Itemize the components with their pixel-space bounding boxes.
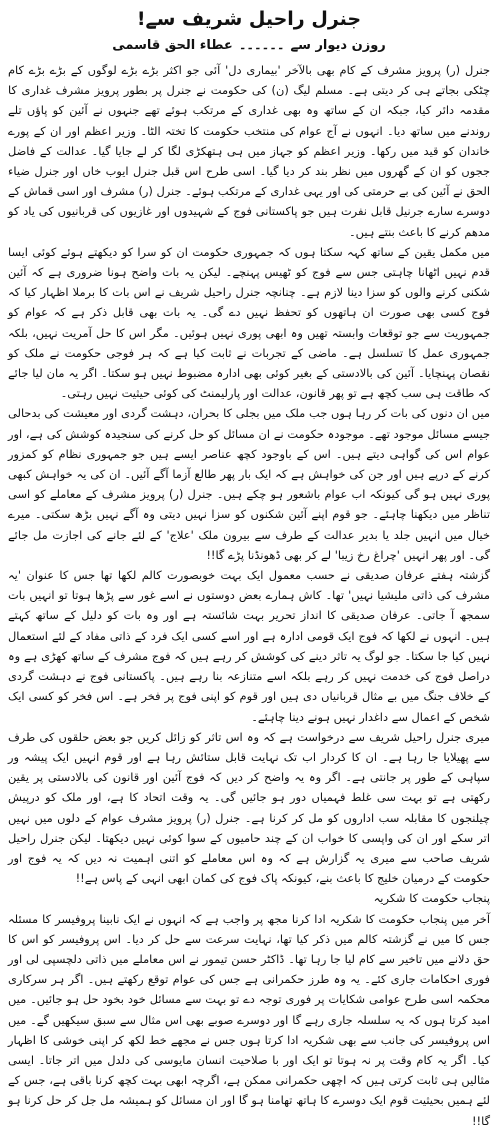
paragraph: میری جنرل راحیل شریف سے درخواست ہے کہ وہ اس تاثر کو زائل کریں جو بعض حلقوں کی طرف سے پھیلایا جا رہا ہے۔ ان کا کردار اب تک نہایت قابل ستائش رہا ہے اور قوم انہیں ایک پیشہ ور سپاہی کے طور پر جانتی ہے۔ اگر وہ یہ واضح کر دیں کہ فوج آئین اور قانون کی بالادستی پر یقین رکھتی ہے تو بہت سی غلط فہمیاں دور ہو جائیں گی۔ یہ وقت اتحاد کا ہے، اور ملک کو درپیش چیلنجوں کا مقابلہ سب اداروں کو مل کر کرنا ہے۔ جنرل (ر) پرویز مشرف عوام کے دلوں میں نہیں اتر سکے اور ان کی واپسی کا خواب ان کے چند حامیوں کے سوا کوئی نہیں دیکھتا۔ لیکن جنرل راحیل شریف صاحب سے میری یہ گزارش ہے کہ وہ اس معاملے کو اتنی اہمیت نہ دیں کہ یہ فوج اور حکومت کے درمیان خلیج کا باعث بنے، کیونکہ پاک فوج کی کمان ابھی انہی کے پاس ہے!! xyxy=(8,729,490,886)
paragraph: گزشتہ ہفتے عرفان صدیقی نے حسب معمول ایک بہت خوبصورت کالم لکھا تھا جس کا عنوان 'یہ مشرف کی ذاتی ملیشیا نہیں' تھا۔ کاش ہمارے بعض دوستوں نے اسے غور سے پڑھا ہوتا تو انہیں بات سمجھ آ جاتی۔ عرفان صدیقی کا انداز تحریر بہت شائستہ ہے اور وہ بات کو دلیل کے ساتھ کہتے ہیں۔ انہوں نے لکھا کہ فوج ایک قومی ادارہ ہے اور اسے کسی ایک فرد کے ذاتی مفاد کے لئے استعمال نہیں کیا جا سکتا۔ جو لوگ یہ تاثر دینے کی کوشش کر رہے ہیں کہ فوج مشرف کے ساتھ کھڑی ہے وہ دراصل فوج کی خدمت نہیں کر رہے بلکہ اسے متنازعہ بنا رہے ہیں۔ پاکستانی فوج نے دہشت گردی کے خلاف جنگ میں بے مثال قربانیاں دی ہیں اور قوم کو اپنی فوج پر فخر ہے۔ اس فخر کو کسی ایک شخص کے اعمال سے داغدار نہیں ہونے دینا چاہئے۔ xyxy=(8,568,490,724)
article-body xyxy=(8,60,490,1131)
paragraph: میں مکمل یقین کے ساتھ کہہ سکتا ہوں کہ جمہوری حکومت ان کو سرا کو دیکھتے ہوئے کوئی ایسا قدم نہیں اٹھانا چاہتی جس سے فوج کو ٹھیس پہنچے۔ لیکن یہ بات واضح ہونا ضروری ہے کہ آئین شکنی کرنے والوں کو سزا دینا لازم ہے۔ چنانچہ جنرل راحیل شریف نے اس بات کا برملا اظہار کیا کہ فوج کسی بھی صورت ان ہاتھوں کو تحفظ نہیں دے گی۔ یہ بات بھی قابل ذکر ہے کہ عوام کو جمہوریت سے جو توقعات وابستہ تھیں وہ ابھی پوری نہیں ہوئیں۔ مگر اس کا حل آمریت نہیں، بلکہ جمہوری عمل کا تسلسل ہے۔ ماضی کے تجربات نے ثابت کیا ہے کہ ہر فوجی حکومت نے ملک کو نقصان پہنچایا۔ آئین کی بالادستی کے بغیر کوئی بھی ادارہ مضبوط نہیں ہو سکتا۔ اگر یہ مان لیا جائے کہ طاقت ہی سب کچھ ہے تو پھر قانون، عدالت اور پارلیمنٹ کی کوئی حیثیت نہیں رہتی۔ xyxy=(8,244,490,401)
section-heading: پنجاب حکومت کا شکریہ xyxy=(373,891,490,906)
byline xyxy=(8,36,490,56)
author-name: عطاء الحق قاسمی xyxy=(112,38,233,53)
paragraph: جنرل (ر) پرویز مشرف کے کام بھی بالآخر 'بیماری دل' آئی جو اکثر بڑے بڑے لوگوں کے بڑے بڑے کام چٹکی بجاتے ہی کر دیتی ہے۔ مسلم لیگ (ن) کی حکومت نے جنرل پر بطور پرویز مشرف غداری کا مقدمہ دائر کیا، جبکہ ان کے ساتھ وہ بھی غداری کے مرتکب ہوئے تھے جنہوں نے آئین کو پاؤں تلے روندنے میں ساتھ دیا۔ انہوں نے آج عوام کی منتخب حکومت کا تختہ الٹا۔ وزیر اعظم اور ان کے پورے خاندان کو قید میں رکھا۔ وزیر اعظم کو جہاز میں ہی ہتھکڑی لگا کر لے جایا گیا۔ عدالت کے فاضل ججوں کو ان کے گھروں میں نظر بند کر دیا گیا۔ اسی طرح اس قبل جنرل ایوب خاں اور جنرل ضیاء الحق نے آئین کی بے حرمتی کی اور یہی غداری کے مرتکب ہوئے۔ جنرل (ر) مشرف اور اسی قماش کے دوسرے سارے جرنیل قابل نفرت ہیں جو پاکستانی فوج کے شہیدوں اور غازیوں کی قربانیوں کی یاد کو مدھم کرنے کا باعث بنتے ہیں۔ xyxy=(8,63,490,239)
byline-separator: ۔۔۔۔۔۔ xyxy=(238,38,285,53)
paragraph: میں ان دنوں کی بات کر رہا ہوں جب ملک میں بجلی کا بحران، دہشت گردی اور معیشت کی بدحالی جیسے مسائل موجود تھے۔ موجودہ حکومت نے ان مسائل کو حل کرنے کی سنجیدہ کوشش کی ہے، اور عوام اس کی گواہی دیتے ہیں۔ اس کے باوجود کچھ عناصر ایسے ہیں جو جمہوری نظام کو کمزور کرنے کے درپے ہیں اور جن کی خواہش ہے کہ ایک بار پھر طالع آزما آگے آئیں۔ ان کی یہ خواہش کبھی پوری نہیں ہو گی کیونکہ اب عوام باشعور ہو چکے ہیں۔ جنرل (ر) پرویز مشرف کے معاملے کو اسی تناظر میں دیکھنا چاہئے۔ جو قوم اپنے آئین شکنوں کو سزا نہیں دیتی وہ آگے نہیں بڑھ سکتی۔ میرے خیال میں انہیں جلد یا بدیر عدالت کے طرف سے بیرون ملک 'علاج' کے لئے جانے کی اجازت مل جائے گی۔ اور پھر انہیں 'چراغ رخ زیبا' لے کر بھی ڈھونڈنا پڑے گا!! xyxy=(8,406,490,562)
paragraph: آخر میں پنجاب حکومت کا شکریہ ادا کرنا مجھ پر واجب ہے کہ انہوں نے ایک نابینا پروفیسر کا مسئلہ جس کا میں نے گزشتہ کالم میں ذکر کیا تھا، نہایت سرعت سے حل کر دیا۔ اس پروفیسر کو اس کا حق دلانے میں تاخیر سے کام لیا جا رہا تھا۔ ڈاکٹر حسن تیمور نے اس معاملے میں ذاتی دلچسپی لی اور فوری احکامات جاری کئے۔ یہ وہ طرز حکمرانی ہے جس کی عوام توقع رکھتے ہیں۔ اگر ہر سرکاری محکمہ اسی طرح عوامی شکایات پر فوری توجہ دے تو بہت سے مسائل خود بخود حل ہو جائیں۔ میں امید کرتا ہوں کہ یہ سلسلہ جاری رہے گا اور دوسرے صوبے بھی اس مثال سے سبق سیکھیں گے۔ میں اس پروفیسر کی جانب سے بھی شکریہ ادا کرتا ہوں جس نے مجھے خط لکھ کر اپنی خوشی کا اظہار کیا۔ اگر یہ کام وقت پر نہ ہوتا تو ایک اور با صلاحیت انسان مایوسی کی دلدل میں اتر جاتا۔ ایسی مثالیں ہی ثابت کرتی ہیں کہ اچھی حکمرانی ممکن ہے، اگرچہ ابھی بہت کچھ کرنا باقی ہے، جس کے لئے ہمیں بحیثیت قوم ایک دوسرے کا ہاتھ تھامنا ہو گا اور ان مسائل کو ہمیشہ مل جل کر حل کرنا ہو گا!! xyxy=(8,911,490,1128)
column-name: روزن دیوار سے xyxy=(290,38,386,53)
article-title: جنرل راحیل شریف سے! xyxy=(136,8,362,30)
